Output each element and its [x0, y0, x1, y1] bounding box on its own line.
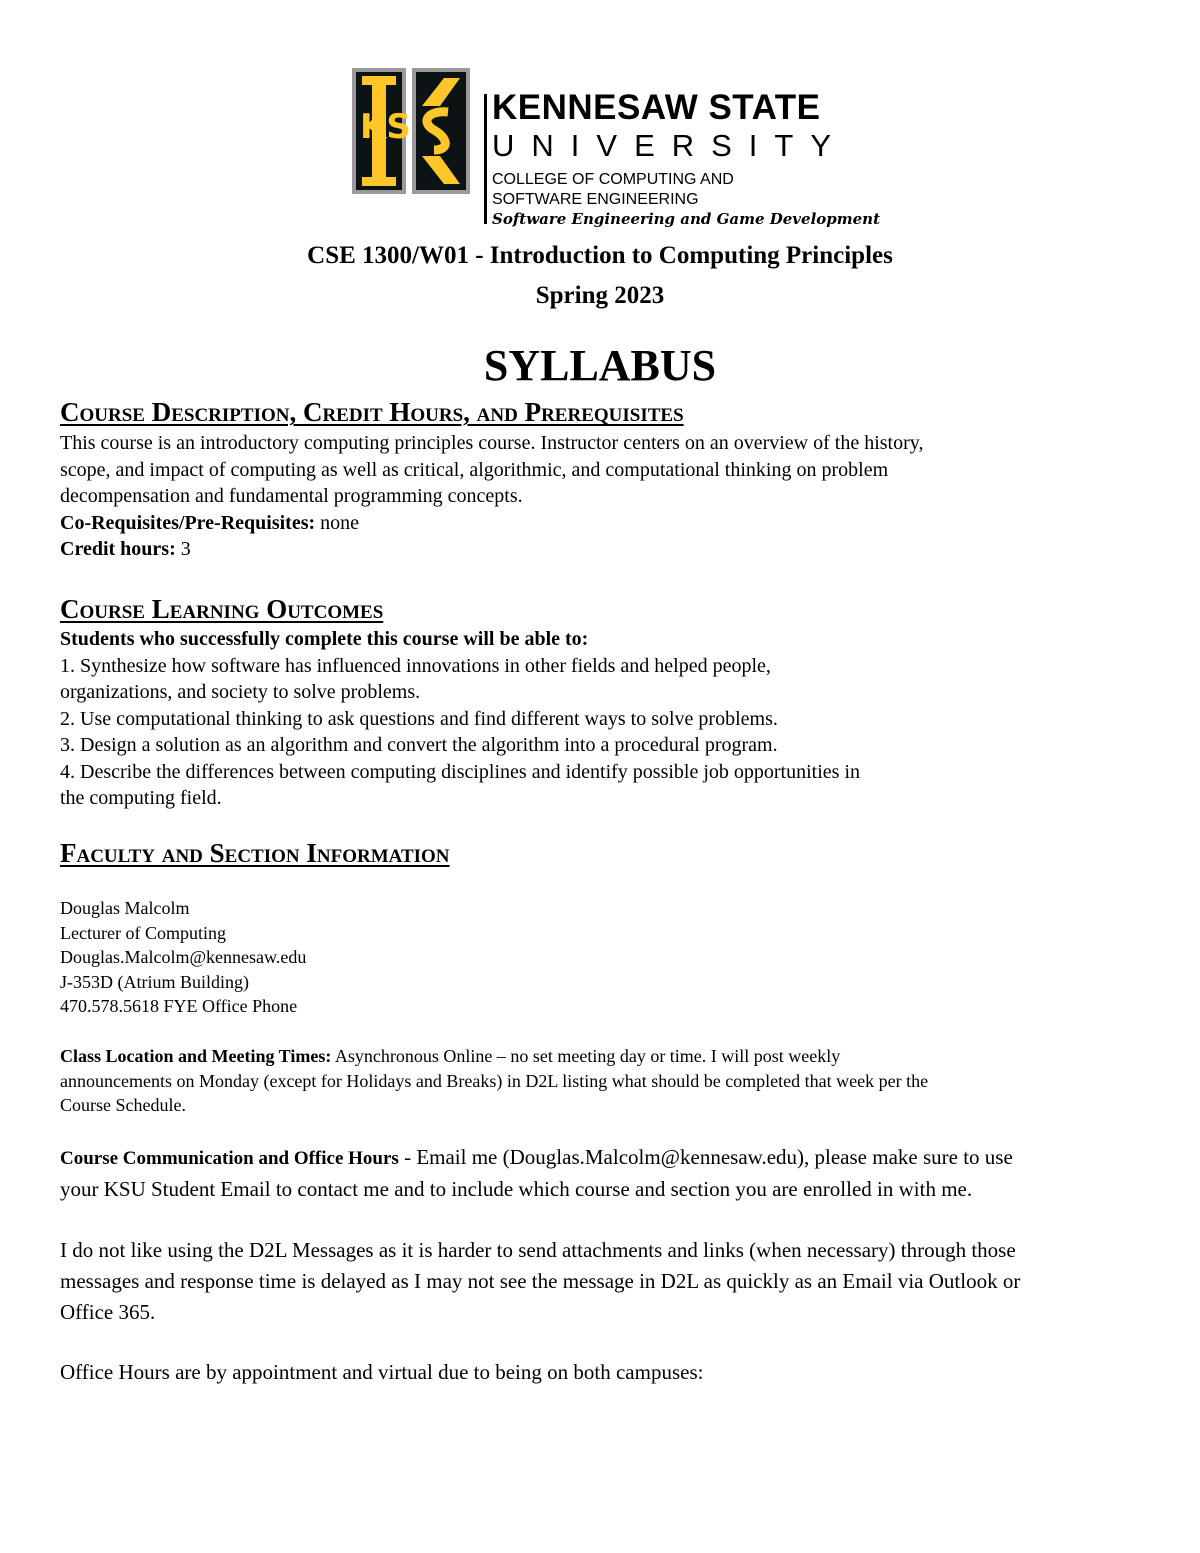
college-name-line1: COLLEGE OF COMPUTING AND — [492, 171, 734, 188]
prereq-label: Co-Requisites/Pre-Requisites: — [60, 511, 316, 534]
messages-line: messages and response time is delayed as I may not see the message in D2L as quickly as an Email via Outlook or — [60, 1269, 1021, 1293]
office-hours-paragraph — [60, 1357, 1140, 1388]
faculty-name: Douglas Malcolm — [60, 898, 190, 918]
university-name-line1: KENNESAW STATE — [492, 88, 821, 127]
description-line: This course is an introductory computing principles course. Instructor centers on an overview of the history, — [60, 432, 924, 454]
outcome-line: organizations, and society to solve problems. — [60, 681, 421, 703]
communication-label: Course Communication and Office Hours — [60, 1148, 399, 1169]
university-logo — [340, 64, 881, 234]
class-location-line: announcements on Monday (except for Holidays and Breaks) in D2L listing what should be completed that week per the — [60, 1070, 929, 1091]
outcomes-intro: Students who successfully complete this course will be able to: — [60, 628, 589, 650]
outcome-line: 1. Synthesize how software has influenced innovations in other fields and helped people, — [60, 654, 771, 677]
messages-line: Office 365. — [60, 1300, 156, 1324]
prereq-line — [60, 510, 1140, 537]
outcome-line: the computing field. — [60, 787, 222, 809]
communication-line — [60, 1142, 1140, 1174]
communication-text: - Email me (Douglas.Malcolm@kennesaw.edu), please make sure to use — [398, 1145, 1013, 1169]
faculty-phone: 470.578.5618 FYE Office Phone — [60, 996, 298, 1016]
class-location-line: Course Schedule. — [60, 1095, 186, 1115]
communication-line: your KSU Student Email to contact me and to include which course and section you are enrolled in with me. — [60, 1177, 973, 1201]
faculty-email[interactable]: Douglas.Malcolm@kennesaw.edu — [60, 947, 307, 967]
class-location-line — [60, 1044, 1140, 1069]
outcome-line: 4. Describe the differences between computing disciplines and identify possible job opportunities in — [60, 760, 860, 783]
svg-text:KS: KS — [360, 107, 411, 147]
messages-paragraph — [60, 1235, 1140, 1328]
description-line: decompensation and fundamental programming concepts. — [60, 485, 523, 507]
class-location-text: Asynchronous Online – no set meeting day or time. I will post weekly — [331, 1046, 841, 1066]
description-heading: Course Description, Credit Hours, and Prerequisites — [60, 397, 684, 427]
class-location-paragraph — [60, 1044, 1140, 1118]
office-hours-line: Office Hours are by appointment and virtual due to being on both campuses: — [60, 1360, 704, 1384]
faculty-heading: Faculty and Section Information — [60, 838, 450, 868]
outcomes-body — [60, 626, 1140, 812]
outcome-line: 3. Design a solution as an algorithm and convert the algorithm into a procedural program. — [60, 734, 778, 756]
faculty-position: Lecturer of Computing — [60, 922, 226, 943]
outcome-line: 2. Use computational thinking to ask questions and find different ways to solve problems. — [60, 707, 778, 730]
faculty-contact — [60, 896, 1140, 1019]
faculty-office: J-353D (Atrium Building) — [60, 971, 249, 992]
description-line: scope, and impact of computing as well as critical, algorithmic, and computational thinking on problem — [60, 458, 889, 481]
communication-paragraph — [60, 1142, 1140, 1205]
outcomes-heading: Course Learning Outcomes — [60, 594, 384, 624]
logo-divider — [484, 94, 487, 224]
course-title: CSE 1300/W01 - Introduction to Computing Principles — [307, 242, 893, 269]
department-name: Software Engineering and Game Development — [492, 210, 881, 228]
credit-hours-label: Credit hours: — [60, 538, 176, 560]
credit-hours-value: 3 — [175, 538, 191, 560]
university-name-line2: UNIVERSITY — [492, 128, 849, 163]
ks-monogram-icon — [344, 66, 474, 196]
description-body — [60, 430, 1140, 563]
college-name-line2: SOFTWARE ENGINEERING — [492, 191, 699, 208]
class-location-label: Class Location and Meeting Times: — [60, 1046, 332, 1066]
course-term: Spring 2023 — [535, 282, 665, 309]
document-title: SYLLABUS — [483, 341, 717, 390]
prereq-value: none — [315, 511, 360, 534]
messages-line: I do not like using the D2L Messages as it is harder to send attachments and links (when necessary) through those — [60, 1238, 1016, 1262]
credit-hours-line — [60, 536, 1140, 563]
